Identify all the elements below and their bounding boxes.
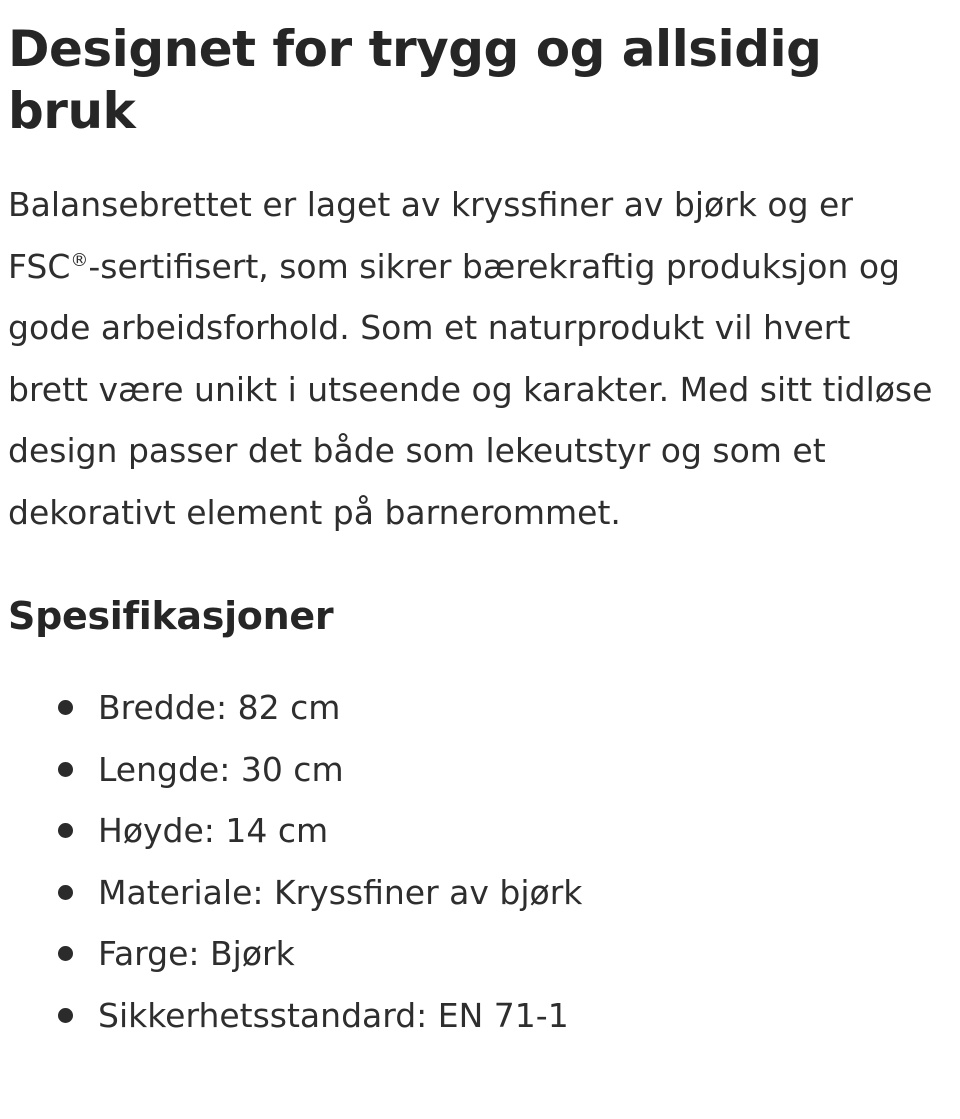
section-heading: Designet for trygg og allsidig bruk [8,20,822,140]
spec-item-width [8,677,938,739]
registered-mark: ® [70,249,89,271]
description-text-end: -sertifisert, som sikrer bærekraftig produksjon og gode arbeidsforhold. Som et naturprodukt vil hvert brett være unikt i utseende og karakter. Med sitt tidløse design passer det både som lekeutstyr og som et dekorativt element på barnerommet. [8,246,933,532]
spec-item-length [8,739,938,801]
spec-item-material [8,862,938,924]
bullet-icon [58,762,73,777]
description-paragraph [8,174,933,543]
bullet-icon [58,823,73,838]
spec-text: Lengde: 30 cm [98,749,344,789]
bullet-icon [58,700,73,715]
spec-item-safety-standard [8,985,938,1047]
spec-text: Materiale: Kryssfiner av bjørk [98,872,583,912]
specifications-heading: Spesifikasjoner [8,594,334,638]
spec-text: Farge: Bjørk [98,934,295,973]
spec-text: Bredde: 82 cm [98,688,341,727]
bullet-icon [58,885,73,900]
spec-item-height [8,800,938,862]
spec-item-color [8,923,938,985]
bullet-icon [58,946,73,961]
description-text-start: Balansebrettet er laget av kryssfiner av bjørk og er FSC [8,185,853,286]
spec-text: Høyde: 14 cm [98,811,329,850]
bullet-icon [58,1008,73,1023]
specifications-list [8,677,938,1046]
spec-text: Sikkerhetsstandard: EN 71-1 [98,995,569,1035]
